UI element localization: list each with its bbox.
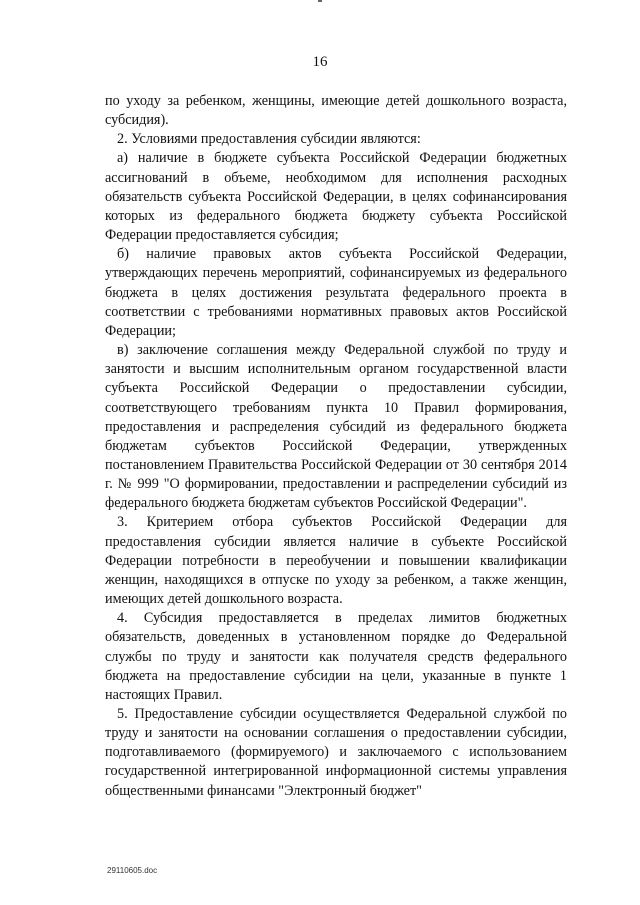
scan-mark [318, 0, 322, 2]
paragraph-2b: б) наличие правовых актов субъекта Российской Федерации, утверждающих перечень мероприятий, софинансируемых из федерального бюджета в целях достижения результата федерального проекта в соответствии с требованиями нормативных правовых актов Российской Федерации; [105, 246, 567, 339]
paragraph-5: 5. Предоставление субсидии осуществляется Федеральной службой по труду и занятости на основании соглашения о предоставлении субсидии, подготавливаемого (формируемого) и заключаемого с использованием государственной интегрированной информационной системы управления общественными финансами "Электронный бюджет" [105, 706, 567, 799]
paragraph-3: 3. Критерием отбора субъектов Российской Федерации для предоставления субсидии является наличие в субъекте Российской Федерации потребности в переобучении и повышении квалификации женщин, находящихся в отпуске по уходу за ребенком, а также женщин, имеющих детей дошкольного возраста. [105, 514, 567, 608]
footer-filename: 29110605.doc [107, 866, 158, 875]
paragraph-4: 4. Субсидия предоставляется в пределах лимитов бюджетных обязательств, доведенных в установленном порядке до Федеральной службы по труду и занятости как получателя средств федерального бюджета на предоставление субсидии на цели, указанные в пункте 1 настоящих Правил. [105, 610, 567, 703]
paragraph-2a: а) наличие в бюджете субъекта Российской Федерации бюджетных ассигнований в объеме, необходимом для исполнения расходных обязательств субъекта Российской Федерации, в целях софинансирования которых из федерального бюджета бюджету субъекта Российской Федерации предоставляется субсидия; [105, 150, 567, 244]
document-body [105, 92, 567, 801]
paragraph-continuation: по уходу за ребенком, женщины, имеющие детей дошкольного возраста, субсидия). [105, 93, 567, 129]
paragraph-2c: в) заключение соглашения между Федеральной службой по труду и занятости и высшим исполнительным органом государственной власти субъекта Российской Федерации о предоставлении субсидии, соответствующего требованиям пункта 10 Правил формирования, предоставления и распределения субсидий из федерального бюджета бюджетам субъектов Российской Федерации, утвержденных постановлением Правительства Российской Федерации от 30 сентября 2014 г. № 999 "О формировании, предоставлении и распределении субсидий из федерального бюджета бюджетам субъектов Российской Федерации". [105, 342, 567, 512]
page-number: 16 [312, 54, 328, 70]
paragraph-2-heading: 2. Условиями предоставления субсидии являются: [117, 131, 421, 148]
